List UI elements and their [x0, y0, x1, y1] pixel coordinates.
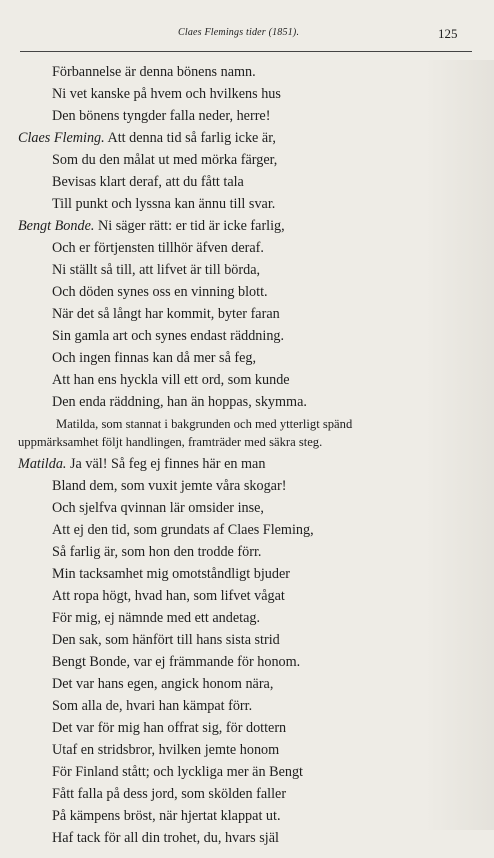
- speaker-line: Claes Fleming. Att denna tid så farlig icke är,: [18, 130, 276, 146]
- speaker-name: Matilda.: [18, 456, 67, 472]
- verse-line: Sin gamla art och synes endast räddning.: [52, 328, 285, 344]
- verse-line: Den sak, som hänfört till hans sista strid: [52, 632, 280, 648]
- verse-line: Den enda räddning, han än hoppas, skymma.: [52, 394, 307, 410]
- verse-line: Det var hans egen, angick honom nära,: [52, 676, 274, 692]
- header-rule: [20, 51, 472, 52]
- stage-direction: Matilda, som stannat i bakgrunden och med ytterligt spänd: [56, 417, 353, 431]
- verse-line: På kämpens bröst, när hjertat klappat ut.: [52, 808, 281, 824]
- verse-line: Ni vet kanske på hvem och hvilkens hus: [52, 86, 281, 102]
- verse-line: Och ingen finnas kan då mer så feg,: [52, 350, 257, 366]
- verse-line: Förbannelse är denna bönens namn.: [52, 64, 256, 80]
- speaker-line: Bengt Bonde. Ni säger rätt: er tid är icke farlig,: [18, 218, 285, 234]
- speaker-line: Matilda. Ja väl! Så feg ej finnes här en man: [18, 456, 266, 472]
- verse-line: Och sjelfva qvinnan lär omsider inse,: [52, 500, 264, 516]
- verse-line: Den bönens tyngder falla neder, herre!: [52, 108, 271, 124]
- verse-line: Att ej den tid, som grundats af Claes Fleming,: [52, 522, 314, 538]
- speaker-name: Claes Fleming.: [18, 130, 105, 146]
- verse-line: Som du den målat ut med mörka färger,: [52, 152, 278, 168]
- verse-line: Haf tack för all din trohet, du, hvars själ: [52, 830, 279, 846]
- page-number: 125: [438, 26, 458, 41]
- page-header: [0, 27, 494, 43]
- verse-line: Bland dem, som vuxit jemte våra skogar!: [52, 478, 287, 494]
- verse-line: Ni ställt så till, att lifvet är till börda,: [52, 262, 261, 278]
- verse-line: Utaf en stridsbror, hvilken jemte honom: [52, 742, 280, 758]
- stage-direction: uppmärksamhet följt handlingen, framträder med säkra steg.: [18, 435, 323, 449]
- verse-line: Som alla de, hvari han kämpat förr.: [52, 698, 253, 714]
- verse-line: För mig, ej nämnde med ett andetag.: [52, 610, 261, 626]
- verse-line: Och döden synes oss en vinning blott.: [52, 284, 268, 300]
- verse-line: Fått falla på dess jord, som skölden faller: [52, 786, 287, 802]
- running-title: Claes Flemings tider (1851).: [178, 27, 300, 38]
- verse-line: Bevisas klart deraf, att du fått tala: [52, 174, 244, 190]
- speaker-name: Bengt Bonde.: [18, 218, 95, 234]
- verse-line: Bengt Bonde, var ej främmande för honom.: [52, 654, 301, 670]
- verse-line: Till punkt och lyssna kan ännu till svar.: [52, 196, 276, 212]
- verse-line: Att ropa högt, hvad han, som lifvet vågat: [52, 588, 285, 604]
- verse-line: Och er förtjensten tillhör äfven deraf.: [52, 240, 264, 256]
- verse-line: När det så långt har kommit, byter faran: [52, 306, 280, 322]
- verse-line: Så farlig är, som hon den trodde förr.: [52, 544, 262, 560]
- verse-line: Att han ens hyckla vill ett ord, som kunde: [52, 372, 290, 388]
- verse-line: För Finland stått; och lyckliga mer än Bengt: [52, 764, 303, 780]
- verse-line: Min tacksamhet mig omotståndligt bjuder: [52, 566, 291, 582]
- verse-line: Det var för mig han offrat sig, för dottern: [52, 720, 287, 736]
- show-through-shadow: [424, 60, 494, 830]
